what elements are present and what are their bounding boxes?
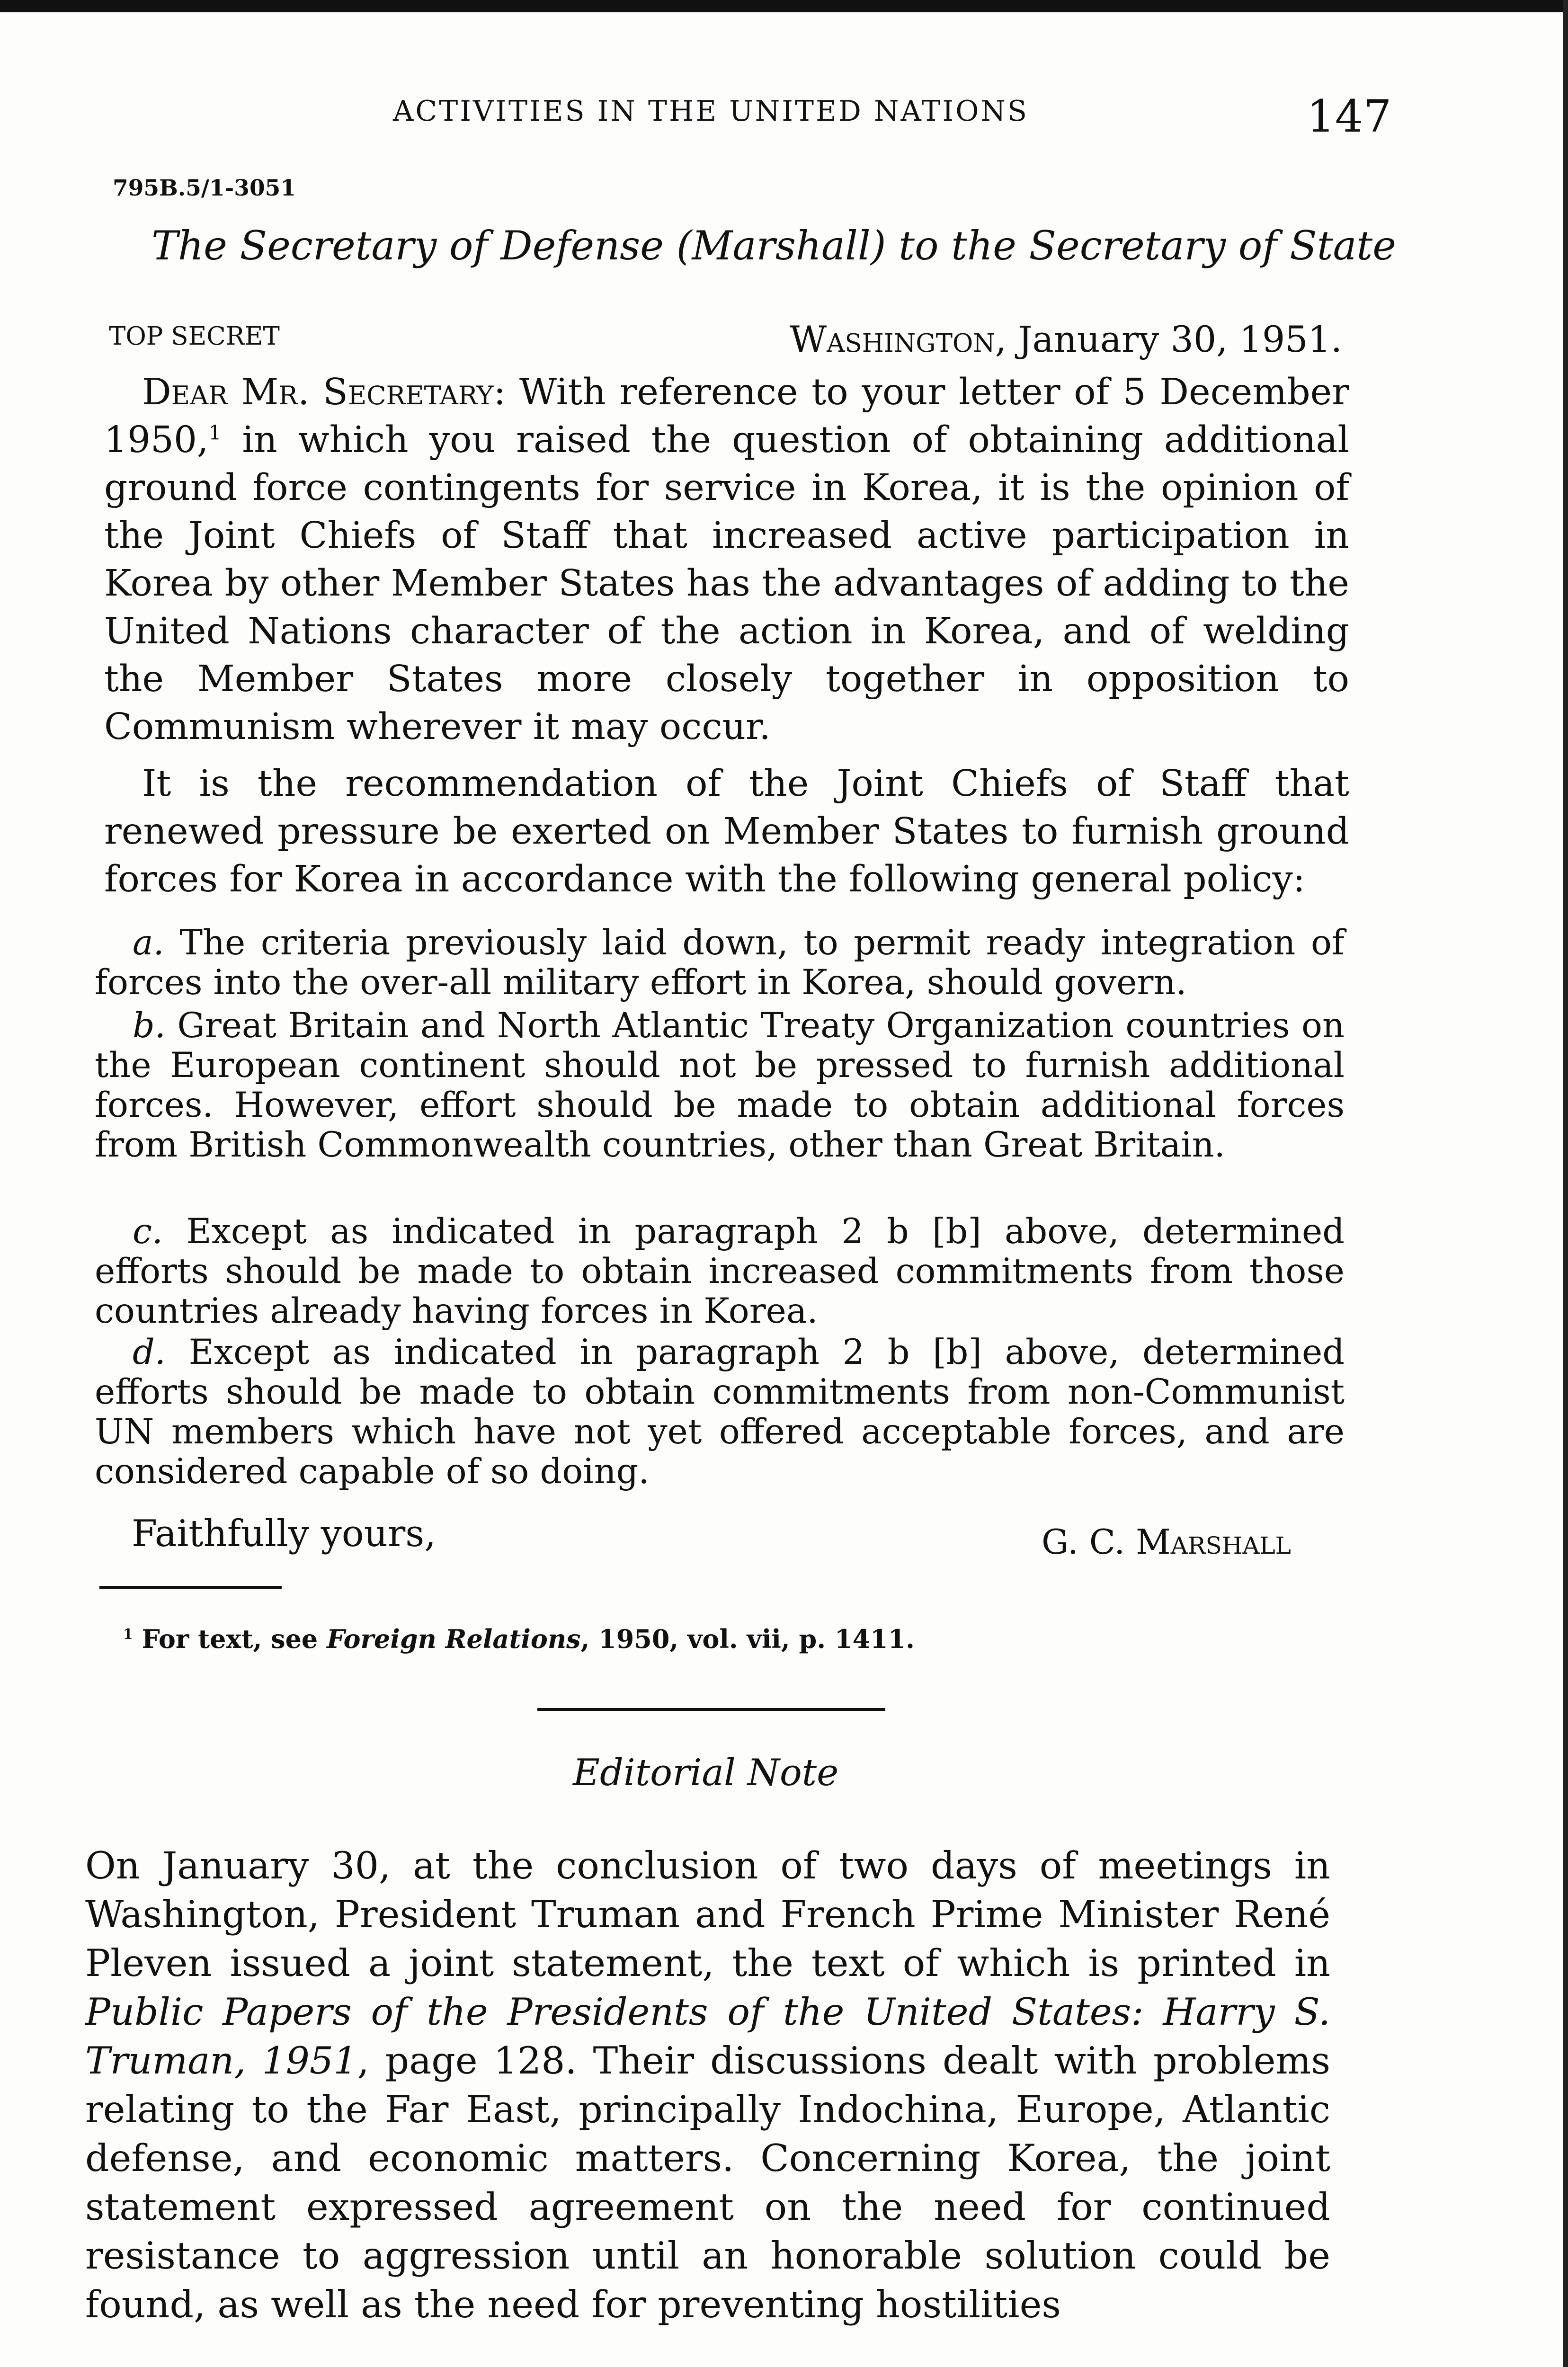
footnote-number: 1 [123, 1626, 133, 1643]
document-id: 795B.5/1-3051 [113, 175, 296, 201]
letter-paragraph-2: It is the recommendation of the Joint Chiefs of Staff that renewed pressure be exerted on Member States to furnish ground forces for Korea in accordance with the following general policy: [104, 763, 1349, 900]
footnote-citation: , 1950, vol. vii, p. 1411. [580, 1624, 915, 1654]
item-letter: b. [133, 1006, 166, 1046]
footnote-source-title: Foreign Relations [327, 1624, 581, 1654]
footnote [123, 1624, 915, 1654]
publication-title: Public Papers of the Presidents of the United States: Harry S. Truman, 1951 [85, 1990, 1330, 2082]
item-text: Except as indicated in paragraph 2 b [b] above, determined efforts should be made to obtain commitments from non-Communist UN members which have not yet offered acceptable forces, and are considered capable of so doing. [95, 1332, 1345, 1492]
section-divider [537, 1708, 885, 1711]
signature: G. C. Marshall [1042, 1522, 1291, 1562]
editorial-note-heading: Editorial Note [573, 1752, 839, 1794]
classification: TOP SECRET [109, 322, 280, 351]
item-text: The criteria previously laid down, to permit ready integration of forces into the over-all military effort in Korea, should govern. [95, 923, 1345, 1003]
document-title: The Secretary of Defense (Marshall) to the Secretary of State [151, 222, 1397, 269]
dateline-date: , January 30, 1951. [995, 318, 1343, 360]
item-text: Great Britain and North Atlantic Treaty Organization countries on the European continent should not be pressed to furnish additional forces. However, effort should be made to obtain additional forces from British Commonwealth countries, other than Great Britain. [95, 1006, 1345, 1165]
letter-paragraph-1 [104, 368, 1349, 751]
footnote-reference: 1 [208, 421, 222, 445]
dateline-place: Washington [790, 318, 995, 360]
running-head: ACTIVITIES IN THE UNITED NATIONS [393, 95, 1029, 128]
scan-top-edge [0, 0, 1568, 12]
scan-right-edge [1563, 0, 1568, 2367]
item-text: Except as indicated in paragraph 2 b [b] above, determined efforts should be made to obtain increased commitments from those countries already having forces in Korea. [95, 1211, 1345, 1331]
policy-item-a [95, 923, 1345, 1003]
paragraph-1-start: : With reference to your letter of 5 December 1950, [104, 371, 1349, 461]
policy-item-d [95, 1333, 1345, 1492]
item-letter: d. [133, 1332, 166, 1372]
editorial-text-start: On January 30, at the conclusion of two days of meetings in Washington, President Truman and French Prime Minister René Pleven issued a joint statement, the text of which is printed in [85, 1844, 1330, 1985]
salutation: Dear Mr. Secretary [142, 371, 494, 413]
policy-item-c [95, 1212, 1345, 1331]
dateline [790, 318, 1342, 360]
item-letter: c. [133, 1211, 163, 1252]
footnote-rule [99, 1586, 282, 1589]
editorial-note-paragraph [85, 1842, 1330, 2329]
editorial-text-rest: , page 128. Their discussions dealt with problems relating to the Far East, principally Indochina, Europe, Atlantic defense, and economic matters. Concerning Korea, the joint statement expressed agreement on the need for continued resistance to aggression until an honorable solution could be found, as well as the need for preventing hostilities [85, 2039, 1330, 2326]
closing: Faithfully yours, [132, 1513, 437, 1555]
policy-item-b [95, 1006, 1345, 1165]
item-letter: a. [133, 923, 164, 963]
paragraph-1-rest: in which you raised the question of obtaining additional ground force contingents for service in Korea, it is the opinion of the Joint Chiefs of Staff that increased active participation in Korea by other Member States has the advantages of adding to the United Nations character of the action in Korea, and of welding the Member States more closely together in opposition to Communism wherever it may occur. [104, 419, 1349, 748]
page-number: 147 [1307, 91, 1392, 142]
footnote-text: For text, see [142, 1624, 327, 1654]
